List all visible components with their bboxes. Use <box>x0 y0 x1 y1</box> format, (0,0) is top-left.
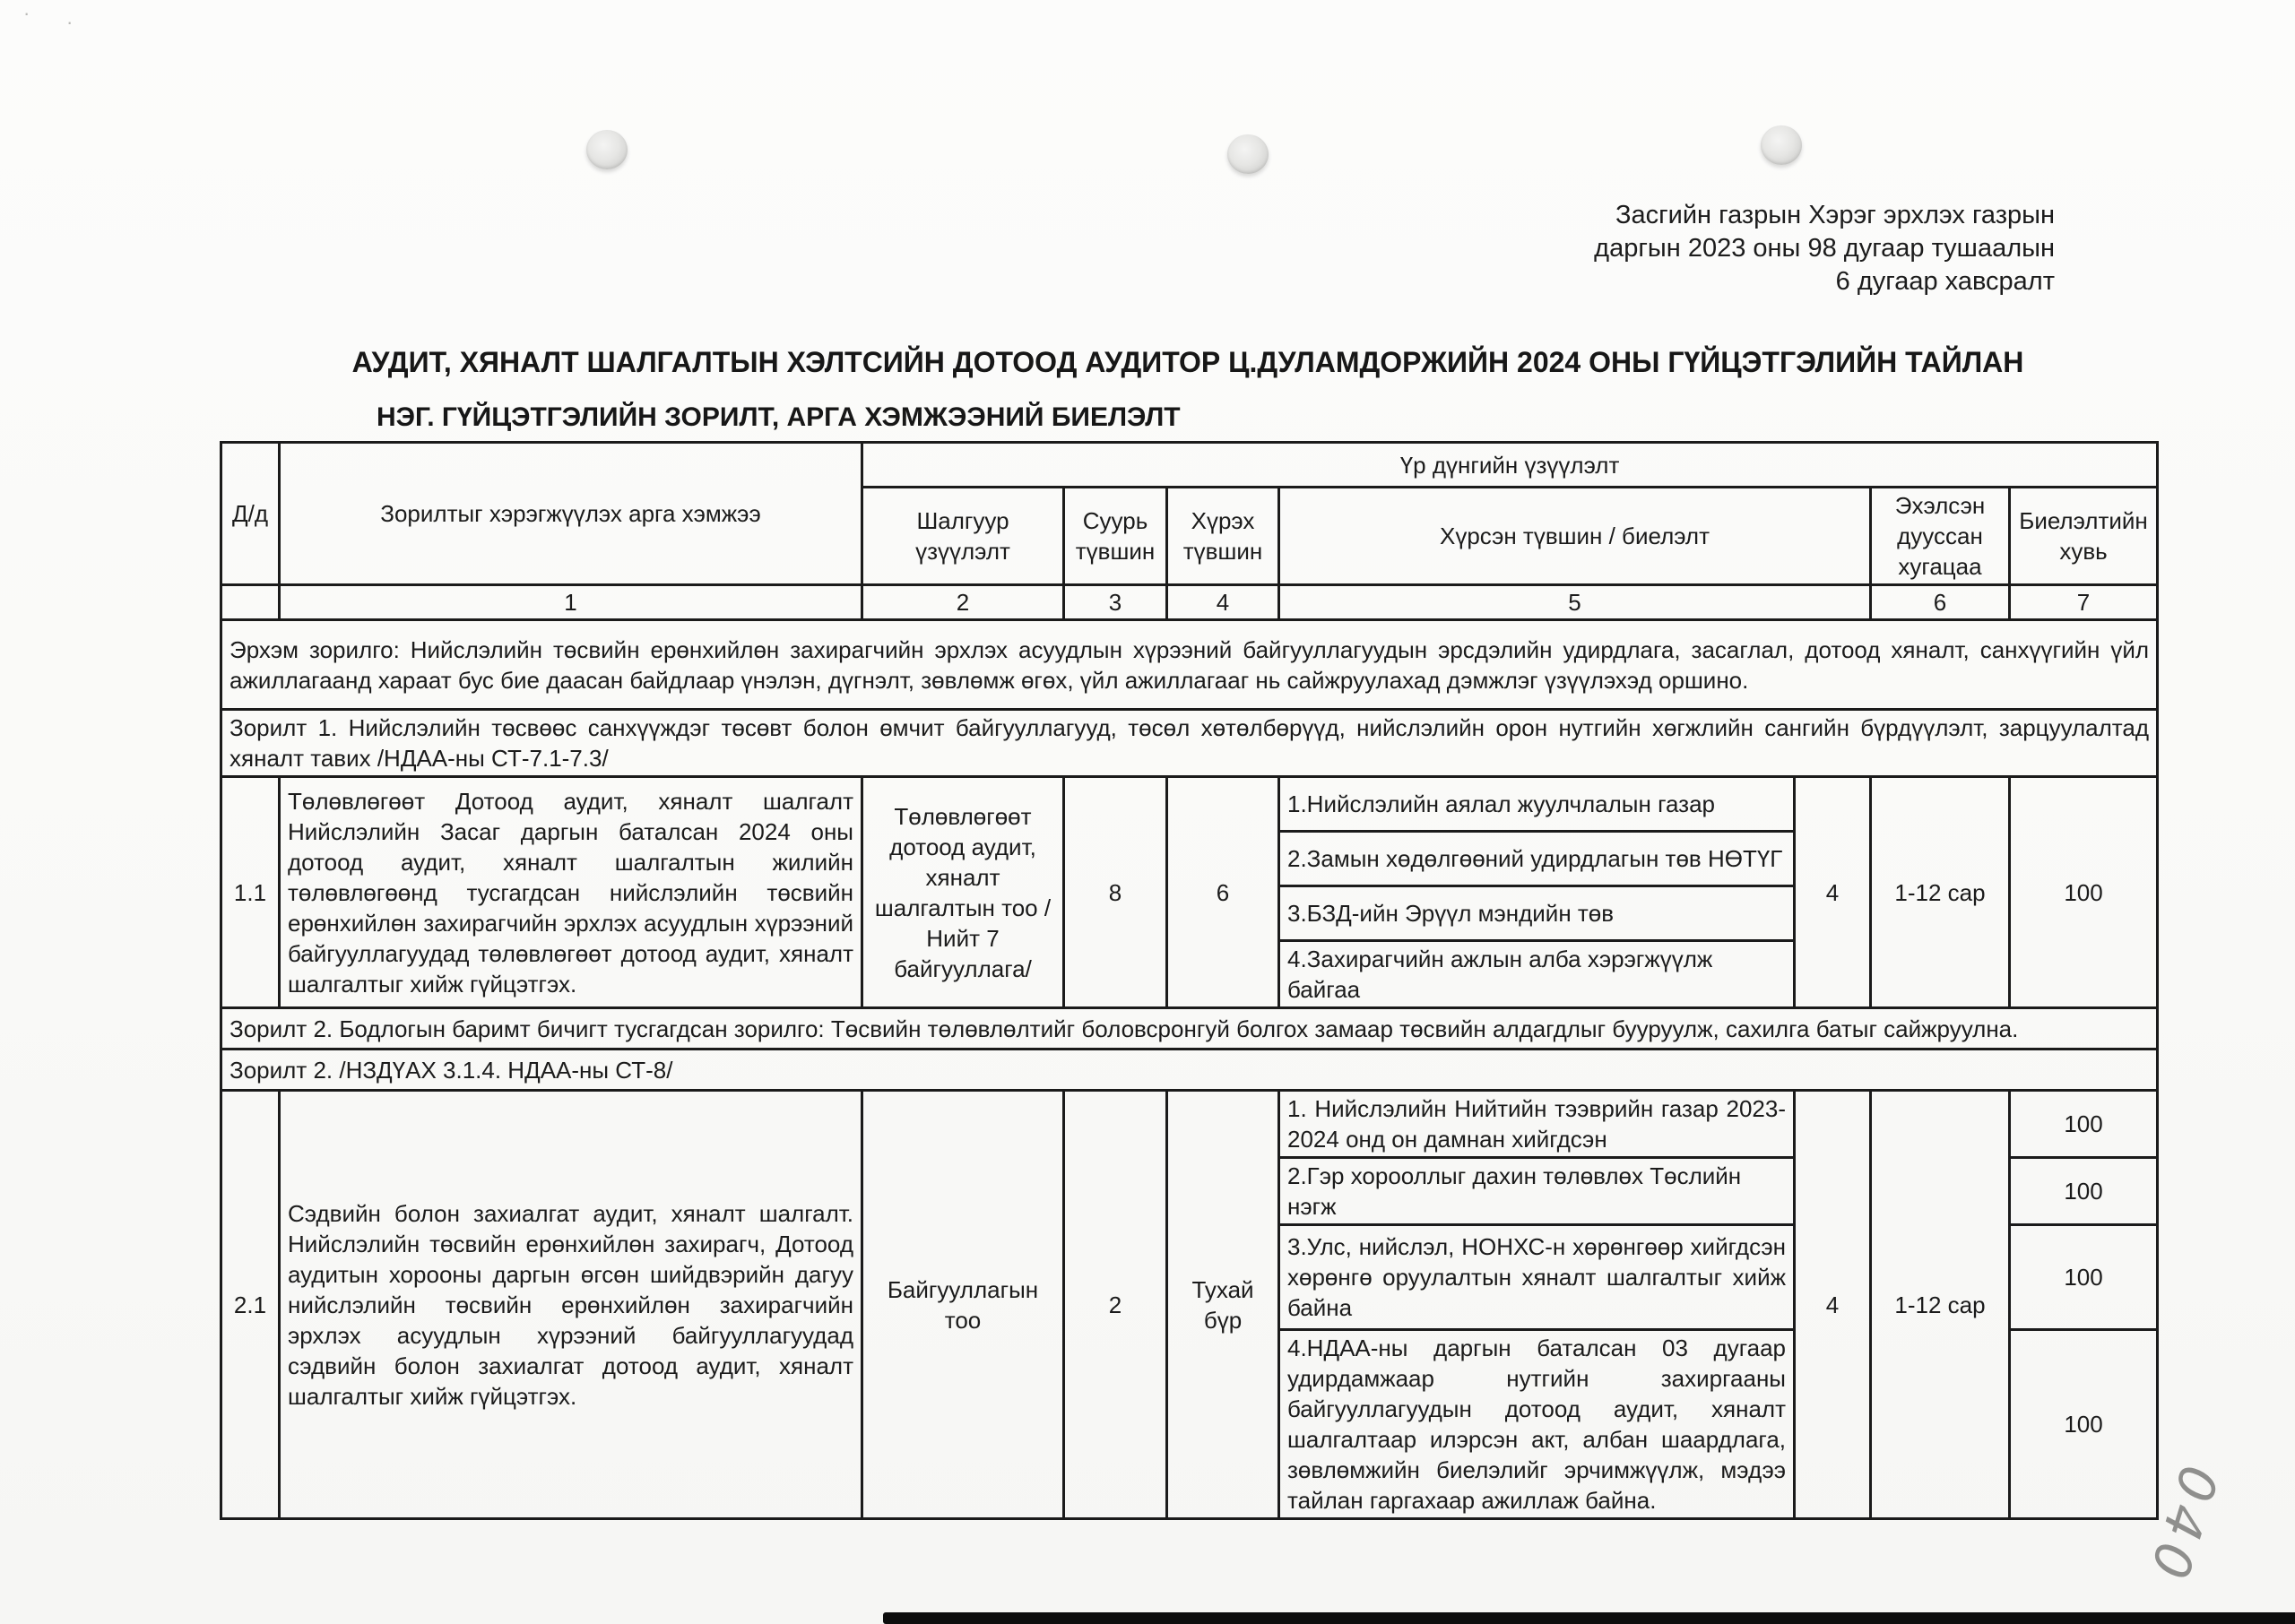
header-target-level: Хүрэх түвшин <box>1167 488 1279 585</box>
scan-artifact: · <box>23 2 30 24</box>
goal1-row: Зорилт 1. Нийслэлийн төсвөөс санхүүждэг төсөвт болон өмчит байгууллагууд, төсөл хөтөлбөрүүд, нийслэлийн орон нутгийн хөгжлийн сангийн бүрдүүлэлт, зарцуулалтад хяналт тавих /НДАА-ны СТ-7.1-7.3/ <box>221 710 2158 777</box>
hole-punch-icon <box>1761 125 1802 165</box>
scan-edge-artifact <box>883 1612 2295 1624</box>
achieved-item: 2.Замын хөдөлгөөний удирдлагын төв НӨТҮГ <box>1279 832 1795 886</box>
percent-value: 100 <box>2010 1225 2158 1330</box>
goal2-ref-row: Зорилт 2. /НЗДҮАХ 3.1.4. НДАА-ны СТ-8/ <box>221 1050 2158 1091</box>
percent-value: 100 <box>2010 1330 2158 1519</box>
base-value: 2 <box>1064 1091 1167 1519</box>
stamp-line: Засгийн газрын Хэрэг эрхлэх газрын <box>1615 201 2055 229</box>
percent-value: 100 <box>2010 777 2158 1008</box>
handwritten-page-number: 040 <box>2136 1458 2230 1593</box>
column-number: 2 <box>862 585 1064 620</box>
measure-text: Төлөвлөгөөт Дотоод аудит, хяналт шалгалт Нийслэлийн Засаг даргын баталсан 2024 оны дотоод аудит, хяналт шалгалтын жилийн төлөвлөгөөнд тусгагдсан нийслэлийн төсвийн ерөнхийлөн захирагчийн эрхлэх асуудлын хүрээний байгууллагуудад төлөвлөгөөт дотоод аудит, хяналт шалгалтыг хийж гүйцэтгэх. <box>280 777 862 1008</box>
hole-punch-icon <box>586 130 628 169</box>
stamp-line: даргын 2023 оны 98 дугаар тушаалын <box>1594 234 2055 263</box>
header-measures: Зорилтыг хэрэгжүүлэх арга хэмжээ <box>280 443 862 585</box>
achieved-item: 3.Улс, нийслэл, НОНХС-н хөрөнгөөр хийгдсэн хөрөнгө оруулалтын хяналт шалгалтыг хийж байна <box>1279 1225 1795 1330</box>
goal2-policy-row: Зорилт 2. Бодлогын баримт бичигт тусгагдсан зорилго: Төсвийн төлөвлөлтийг боловсронгуй болгох замаар төсвийн алдагдлыг бууруулж, сахилга батыг сайжруулна. <box>221 1008 2158 1050</box>
performance-report-table <box>220 441 2159 1520</box>
achieved-count: 4 <box>1795 777 1871 1008</box>
row-id: 2.1 <box>221 1091 280 1519</box>
page-title: АУДИТ, ХЯНАЛТ ШАЛГАЛТЫН ХЭЛТСИЙН ДОТООД АУДИТОР Ц.ДУЛАМДОРЖИЙН 2024 ОНЫ ГҮЙЦЭТГЭЛИЙН ТАЙЛАН <box>351 346 2024 378</box>
column-number: 6 <box>1871 585 2010 620</box>
achieved-count: 4 <box>1795 1091 1871 1519</box>
achieved-item: 3.БЗД-ийн Эрүүл мэндийн төв <box>1279 886 1795 941</box>
percent-value: 100 <box>2010 1091 2158 1158</box>
approval-stamp-block <box>1499 199 2055 298</box>
column-number: 1 <box>280 585 862 620</box>
column-number-empty <box>221 585 280 620</box>
page-subtitle: НЭГ. ГҮЙЦЭТГЭЛИЙН ЗОРИЛТ, АРГА ХЭМЖЭЭНИЙ БИЕЛЭЛТ <box>377 402 1181 432</box>
indicator-text: Төлөвлөгөөт дотоод аудит, хяналт шалгалтын тоо /Нийт 7 байгууллага/ <box>862 777 1064 1008</box>
achieved-item: 4.НДАА-ны даргын баталсан 03 дугаар удирдамжаар нутгийн захиргааны байгууллагуудын дотоод аудит, хяналт шалгалтаар илэрсэн акт, албан шаардлага, зөвлөмжийн биелэлийг эрчимжүүлж, мэдээ тайлан гаргахаар ажиллаж байна. <box>1279 1330 1795 1519</box>
column-number: 5 <box>1279 585 1871 620</box>
percent-value: 100 <box>2010 1158 2158 1225</box>
header-period: Эхэлсэн дууссан хугацаа <box>1871 488 2010 585</box>
header-dd: Д/д <box>221 443 280 585</box>
header-result-group: Үр дүнгийн үзүүлэлт <box>862 443 2158 488</box>
header-indicator: Шалгуур үзүүлэлт <box>862 488 1064 585</box>
header-percent: Биелэлтийн хувь <box>2010 488 2158 585</box>
column-number: 4 <box>1167 585 1279 620</box>
header-achieved-level: Хүрсэн түвшин / биелэлт <box>1279 488 1871 585</box>
mission-row: Эрхэм зорилго: Нийслэлийн төсвийн ерөнхийлөн захирагчийн эрхлэх асуудлын хүрээний байгууллагуудын эрсдэлийн удирдлага, засаглал, дотоод хяналт, санхүүгийн үйл ажиллагаанд хараат бус бие даасан байдлаар үнэлэн, дүгнэлт, зөвлөмж өгөх, үйл ажиллагааг нь сайжруулахад дэмжлэг үзүүлэхэд оршино. <box>221 620 2158 710</box>
achieved-item: 2.Гэр хорооллыг дахин төлөвлөх Төслийн нэгж <box>1279 1158 1795 1225</box>
stamp-line: 6 дугаар хавсралт <box>1835 267 2055 296</box>
period-value: 1-12 сар <box>1871 777 2010 1008</box>
target-value: Тухай бүр <box>1167 1091 1279 1519</box>
achieved-item: 4.Захирагчийн ажлын алба хэрэгжүүлж байгаа <box>1279 941 1795 1008</box>
column-number: 3 <box>1064 585 1167 620</box>
header-base-level: Суурь түвшин <box>1064 488 1167 585</box>
achieved-item: 1. Нийслэлийн Нийтийн тээврийн газар 2023-2024 онд он дамнан хийгдсэн <box>1279 1091 1795 1158</box>
base-value: 8 <box>1064 777 1167 1008</box>
scan-artifact: · <box>66 11 74 33</box>
achieved-item: 1.Нийслэлийн аялал жуулчлалын газар <box>1279 777 1795 832</box>
period-value: 1-12 сар <box>1871 1091 2010 1519</box>
hole-punch-icon <box>1227 134 1269 174</box>
measure-text: Сэдвийн болон захиалгат аудит, хяналт шалгалт. Нийслэлийн төсвийн ерөнхийлөн захирагч, Дотоод аудитын хорооны даргын өгсөн шийдвэрийн дагуу нийслэлийн төсвийн ерөнхийлөн захирагчийн эрхлэх асуудлын хүрээний байгууллагуудад сэдвийн болон захиалгат дотоод аудит, хяналт шалгалтыг хийж гүйцэтгэх. <box>280 1091 862 1519</box>
row-id: 1.1 <box>221 777 280 1008</box>
target-value: 6 <box>1167 777 1279 1008</box>
column-number: 7 <box>2010 585 2158 620</box>
indicator-text: Байгууллагын тоо <box>862 1091 1064 1519</box>
